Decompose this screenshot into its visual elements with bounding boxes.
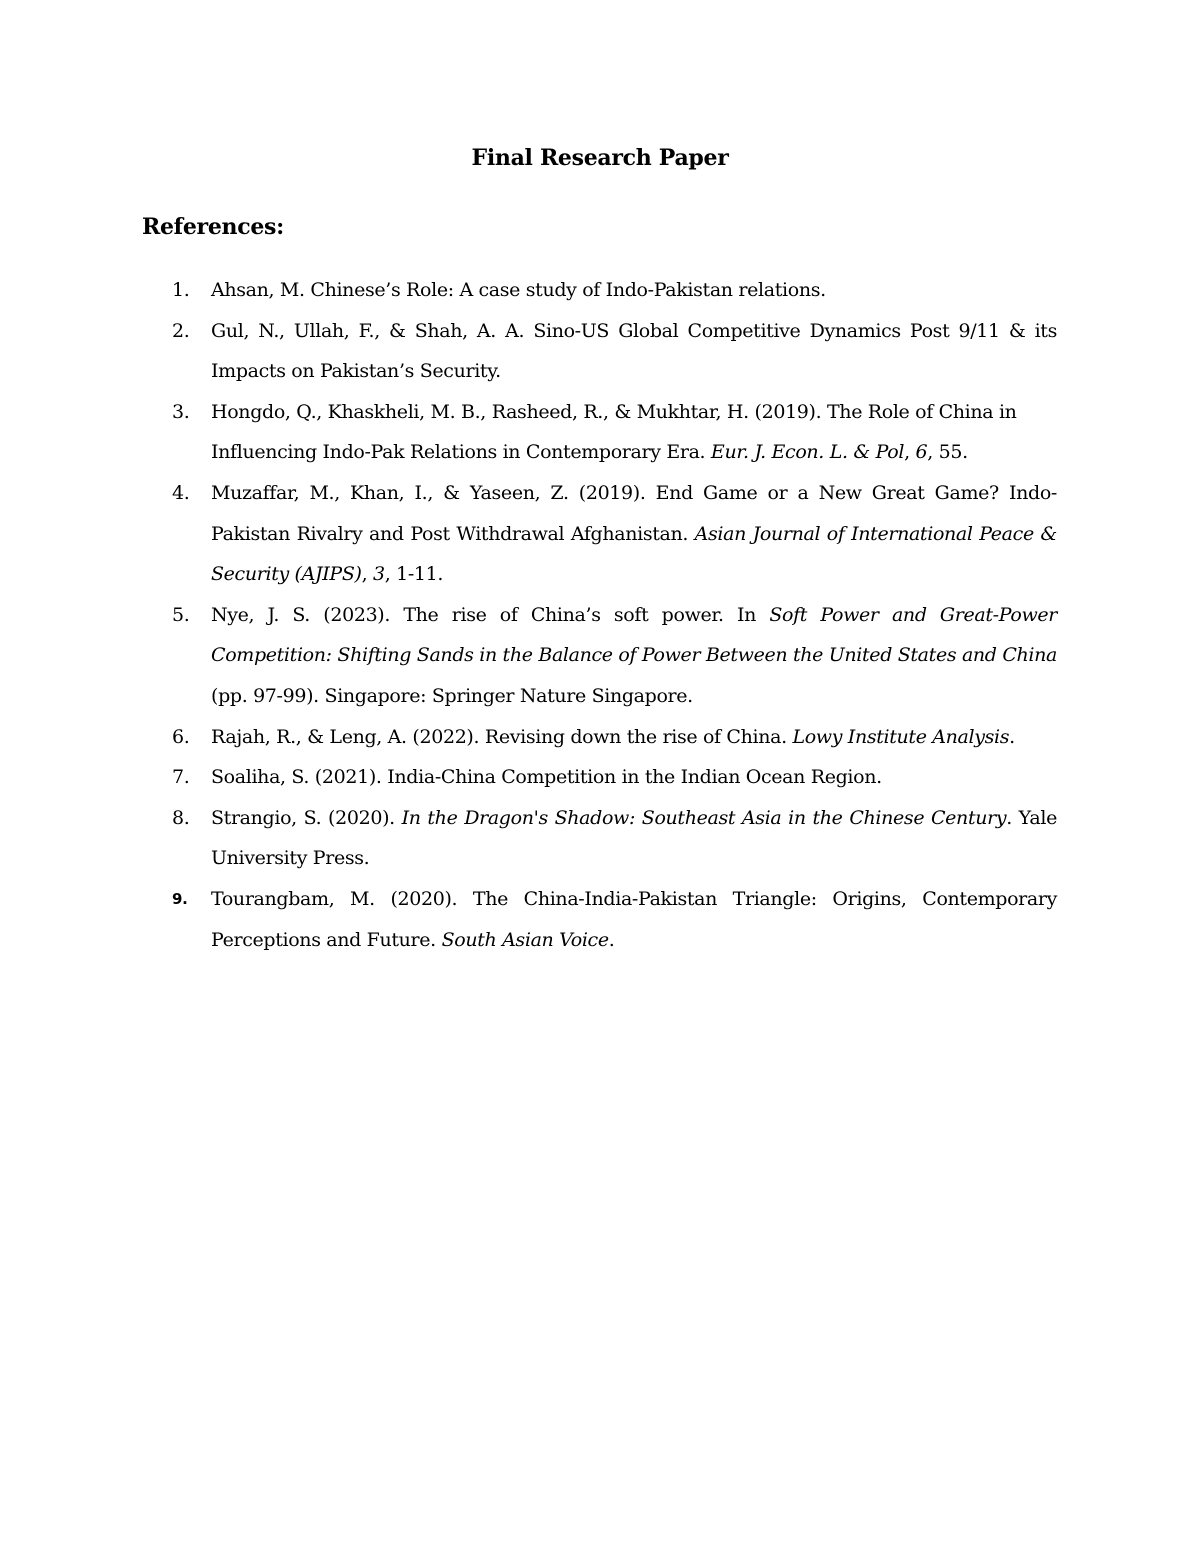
reference-item	[0, 717, 1200, 758]
reference-item	[0, 595, 1200, 717]
reference-text	[211, 757, 1057, 798]
reference-segment: Muzaffar, M., Khan, I., & Yaseen, Z. (2019). End Game or a New Great Game? Indo-Pakistan Rivalry and Post Withdrawal Afghanistan.	[211, 481, 1057, 545]
reference-segment: , 55.	[927, 441, 968, 464]
reference-segment: Tourangbam, M. (2020). The China-India-Pakistan Triangle: Origins, Contemporary Perceptions and Future.	[211, 887, 1057, 951]
document-title: Final Research Paper	[471, 145, 729, 171]
reference-number: 5.	[172, 603, 190, 626]
references-heading: References:	[142, 214, 284, 240]
reference-italic-segment: Asian Journal of International Peace & Security (AJIPS)	[211, 522, 1057, 586]
reference-segment: ,	[904, 441, 916, 464]
reference-item	[0, 270, 1200, 311]
reference-number: 6.	[172, 725, 190, 748]
reference-text	[211, 595, 1057, 717]
reference-item	[0, 757, 1200, 798]
reference-italic-segment: Lowy Institute Analysis	[792, 725, 1010, 748]
references-list	[0, 270, 1200, 960]
reference-item	[0, 311, 1200, 392]
reference-segment: Strangio, S. (2020).	[211, 806, 402, 829]
reference-number: 9.	[172, 889, 188, 908]
reference-text	[211, 798, 1057, 879]
reference-italic-segment: 6	[915, 441, 928, 464]
reference-segment: .	[1009, 725, 1015, 748]
reference-text	[211, 311, 1057, 392]
reference-italic-segment: Soft Power and Great-Power Competition: Shifting Sands in the Balance of Power Between the United States and China	[211, 603, 1058, 667]
reference-text	[211, 270, 1057, 311]
reference-segment: Ahsan, M. Chinese’s Role: A case study of Indo-Pakistan relations.	[211, 279, 826, 301]
reference-italic-segment: 3	[372, 563, 385, 586]
reference-segment: Soaliha, S. (2021). India-China Competition in the Indian Ocean Region.	[211, 766, 882, 789]
reference-italic-segment: In the Dragon's Shadow: Southeast Asia in the Chinese Century	[401, 806, 1007, 829]
reference-segment: Hongdo, Q., Khaskheli, M. B., Rasheed, R., & Mukhtar, H. (2019). The Role of China in Influencing Indo-Pak Relations in Contemporary Era.	[211, 400, 1017, 464]
reference-item	[0, 798, 1200, 879]
reference-number: 3.	[172, 400, 190, 423]
reference-number: 7.	[172, 766, 190, 789]
reference-number: 4.	[172, 481, 190, 504]
reference-segment: Rajah, R., & Leng, A. (2022). Revising down the rise of China.	[211, 725, 793, 748]
reference-segment: , 1-11.	[384, 563, 444, 586]
reference-text	[211, 717, 1057, 758]
reference-item	[0, 879, 1200, 960]
reference-segment: . Yale University Press.	[211, 806, 1057, 870]
reference-italic-segment: South Asian Voice	[441, 928, 609, 951]
reference-number: 1.	[172, 279, 190, 301]
reference-italic-segment: Eur. J. Econ. L. & Pol	[710, 441, 905, 464]
reference-item	[0, 392, 1200, 473]
reference-segment: Gul, N., Ullah, F., & Shah, A. A. Sino-US Global Competitive Dynamics Post 9/11 & its Impacts on Pakistan’s Security.	[211, 319, 1057, 383]
reference-segment: (pp. 97-99). Singapore: Springer Nature Singapore.	[211, 684, 693, 707]
reference-number: 2.	[172, 319, 190, 342]
reference-segment: .	[608, 928, 615, 951]
reference-text	[211, 392, 1057, 473]
reference-segment: Nye, J. S. (2023). The rise of China’s soft power. In	[211, 603, 770, 626]
reference-segment: ,	[361, 563, 373, 586]
reference-item	[0, 473, 1200, 595]
reference-text	[211, 473, 1057, 595]
reference-text	[211, 879, 1057, 960]
reference-number: 8.	[172, 806, 190, 829]
